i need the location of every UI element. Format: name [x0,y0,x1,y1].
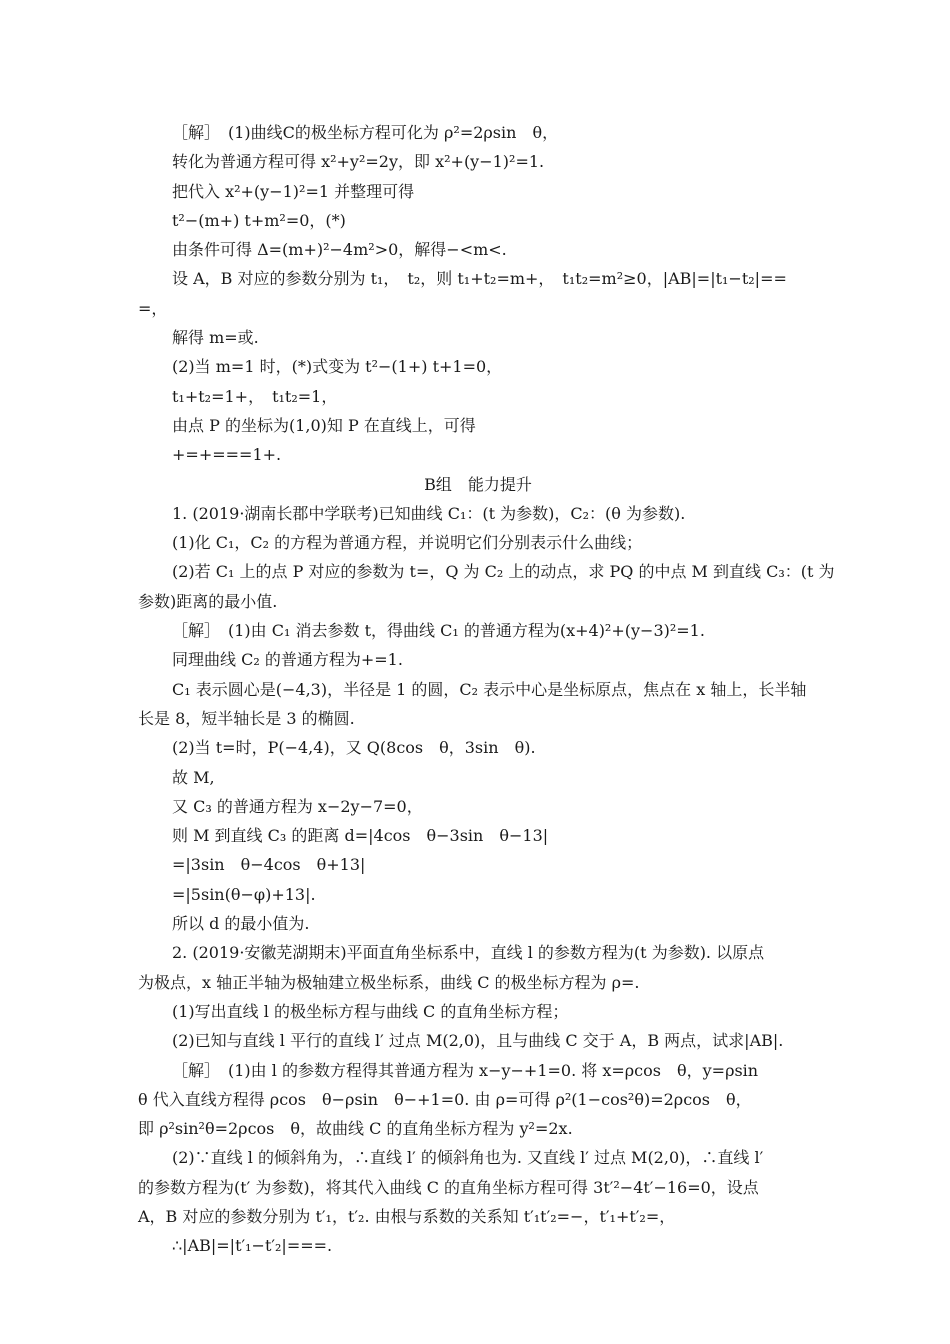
text-line: t²−(m+) t+m²=0，(*) [172,210,346,230]
text-line: ∴|AB|=|t′₁−t′₂|===. [172,1236,333,1256]
text-line: C₁ 表示圆心是(−4,3)，半径是 1 的圆，C₂ 表示中心是坐标原点，焦点在 x 轴上，长半轴 [172,679,807,699]
text-line: t₁+t₂=1+， t₁t₂=1， [172,386,338,406]
text-line: 长是 8，短半轴长是 3 的椭圆. [138,708,355,728]
text-line: 把代入 x²+(y−1)²=1 并整理可得 [172,181,415,201]
text-line: 1. (2019·湖南长郡中学联考)已知曲线 C₁：(t 为参数)，C₂：(θ 为参数). [172,503,686,523]
text-line: (2)当 m=1 时，(*)式变为 t²−(1+) t+1=0， [172,357,503,377]
text-line: ［解］ (1)由 C₁ 消去参数 t，得曲线 C₁ 的普通方程为(x+4)²+(y−3)²=1. [172,621,705,641]
text-line: (1)化 C₁，C₂ 的方程为普通方程，并说明它们分别表示什么曲线； [172,533,643,553]
text-line: 设 A，B 对应的参数分别为 t₁， t₂，则 t₁+t₂=m+， t₁t₂=m²≥0，|AB|=|t₁−t₂|== [172,269,787,289]
text-line: 又 C₃ 的普通方程为 x−2y−7=0， [172,796,423,816]
text-line: =， [138,298,168,318]
text-line: (1)写出直线 l 的极坐标方程与曲线 C 的直角坐标方程； [172,1001,569,1021]
text-line: θ 代入直线方程得 ρcos θ−ρsin θ−+1=0. 由 ρ=可得 ρ²(1−cos²θ)=2ρcos θ， [138,1089,752,1109]
text-line: 解得 m=或. [172,328,259,348]
text-line: =|3sin θ−4cos θ+13| [172,855,366,875]
text-line: =|5sin(θ−φ)+13|. [172,884,316,904]
document-body [138,118,835,1261]
text-line: 由点 P 的坐标为(1,0)知 P 在直线上，可得 [172,415,476,435]
text-line: 参数)距离的最小值. [138,591,278,611]
text-line: 即 ρ²sin²θ=2ρcos θ，故曲线 C 的直角坐标方程为 y²=2x. [138,1119,573,1139]
text-line: 同理曲线 C₂ 的普通方程为+=1. [172,650,403,670]
text-line: ［解］ (1)由 l 的参数方程得其普通方程为 x−y−+1=0. 将 x=ρcos θ，y=ρsin [172,1060,759,1080]
text-line: 的参数方程为(t′ 为参数)，将其代入曲线 C 的直角坐标方程可得 3t′²−4t′−16=0，设点 [138,1177,759,1197]
text-line: 则 M 到直线 C₃ 的距离 d=|4cos θ−3sin θ−13| [172,826,549,846]
text-line: 故 M, [172,767,215,787]
text-line: (2)∵直线 l 的倾斜角为，∴直线 l′ 的倾斜角也为. 又直线 l′ 过点 M(2,0)，∴直线 l′ [172,1148,764,1168]
text-line: A，B 对应的参数分别为 t′₁，t′₂. 由根与系数的关系知 t′₁t′₂=−，t′₁+t′₂=， [138,1206,676,1226]
text-line: (2)若 C₁ 上的点 P 对应的参数为 t=，Q 为 C₂ 上的动点，求 PQ 的中点 M 到直线 C₃：(t 为 [172,562,835,582]
text-line: (2)当 t=时，P(−4,4)，又 Q(8cos θ，3sin θ). [172,738,536,758]
text-line: 所以 d 的最小值为. [172,914,310,934]
text-line: 转化为普通方程可得 x²+y²=2y，即 x²+(y−1)²=1. [172,152,545,172]
text-line: 2. (2019·安徽芜湖期末)平面直角坐标系中，直线 l 的参数方程为(t 为参数). 以原点 [172,943,765,963]
section-heading: B组 能力提升 [424,474,532,494]
text-line: +=+===1+. [172,445,282,465]
text-line: 为极点，x 轴正半轴为极轴建立极坐标系，曲线 C 的极坐标方程为 ρ=. [138,972,640,992]
text-line: ［解］ (1)曲线C的极坐标方程可化为 ρ²=2ρsin θ， [172,123,559,142]
text-line: 由条件可得 Δ=(m+)²−4m²>0，解得−<m<. [172,240,507,260]
text-line: (2)已知与直线 l 平行的直线 l′ 过点 M(2,0)，且与曲线 C 交于 A，B 两点，试求|AB|. [172,1031,784,1051]
